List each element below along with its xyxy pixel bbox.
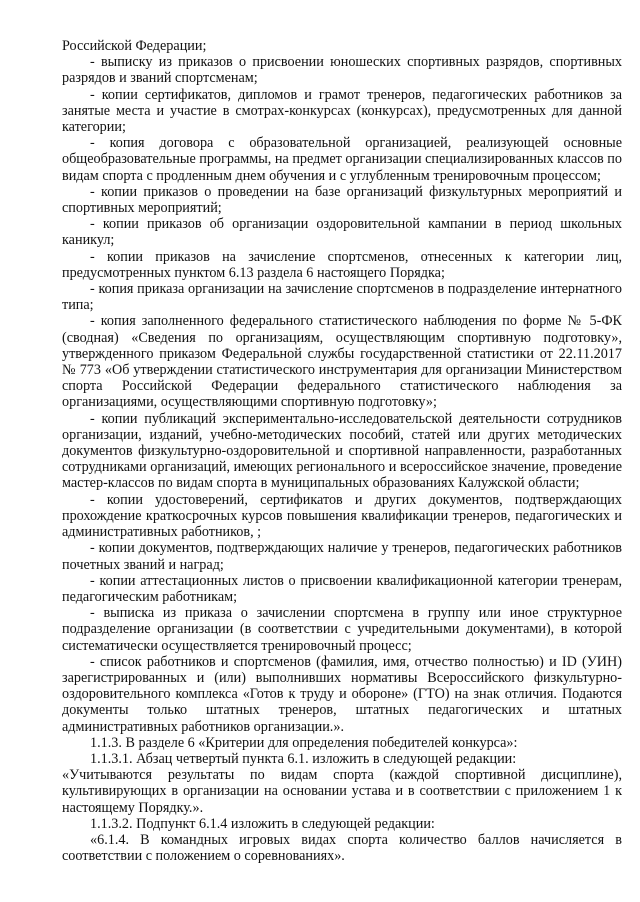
list-item-events-orders: - копии приказов о проведении на базе организаций физкультурных мероприятий и спортивных мероприятий; [62,183,622,217]
list-item-statistics-form: - копия заполненного федерального статистического наблюдения по форме № 5-ФК (сводная) «Сведения по организациям, осуществляющим спортивную подготовку», утвержденного приказом Федеральной службы государственной статистики от 22.11.2017 № 773 «Об утверждении статистического инструментария для организации Министерством спорта Российской Федерации федерального статистического наблюдения за организациями, осуществляющими спортивную подготовку»; [62,313,622,411]
list-item-attestation: - копии аттестационных листов о присвоении квалификационной категории тренерам, педагогическим работникам; [62,572,622,605]
section-1-1-3: 1.1.3. В разделе 6 «Критерии для определения победителей конкурса»: [90,734,518,751]
list-item-boarding-enrollment: - копия приказа организации на зачисление спортсменов в подразделение интернатного типа; [62,281,622,314]
section-1-1-3-2: 1.1.3.2. Подпункт 6.1.4 изложить в следующей редакции: [90,815,435,832]
list-item-gto-list: - список работников и спортсменов (фамилия, имя, отчество полностью) и ID (УИН) зарегистрированных и (или) выполнивших нормативы Всероссийского физкультурно-оздоровительного комплекса «Готов к труду и обороне» (ГТО) на знак отличия. Подаются документы только штатных тренеров, штатных педагогических и штатных административных работников организации.». [62,653,622,735]
section-1-1-3-1: 1.1.3.1. Абзац четвертый пункта 6.1. изложить в следующей редакции: [90,750,517,767]
list-item-certificates: - копии сертификатов, дипломов и грамот тренеров, педагогических работников за занятые места и участие в смотрах-конкурсах (конкурсах), предусмотренных для данной категории; [62,86,622,136]
list-item-group-enrollment: - выписка из приказа о зачислении спортсмена в группу или иное структурное подразделение организации (в соответствии с учредительными документами), в которой систематически осуществляется тренировочный процесс; [62,605,622,654]
quoted-text-6-1-4: «6.1.4. В командных игровых видах спорта количество баллов начисляется в соответствии с положением о соревнованиях». [62,831,622,865]
list-item-education-contract: - копия договора с образовательной организацией, реализующей основные общеобразовательные программы, на предмет организации специализированных классов по видам спорта с продленным днем обучения и с углубленным тренировочным процессом; [62,135,622,184]
quoted-text-6-1: «Учитываются результаты по видам спорта (каждой спортивной дисциплине), культивирующих в организации на основании устава и в соответствии с приложением 1 к настоящему Порядку.». [62,767,622,816]
paragraph-continuation: Российской Федерации; [62,38,207,54]
list-item-training-courses: - копии удостоверений, сертификатов и других документов, подтверждающих прохождение краткосрочных курсов повышения квалификации тренеров, педагогических и административных работников, ; [62,491,622,541]
list-item-enrollment-orders: - копии приказов на зачисление спортсменов, отнесенных к категории лиц, предусмотренных пунктом 6.13 раздела 6 настоящего Порядка; [62,248,622,281]
list-item-sports-ranks: - выписку из приказов о присвоении юношеских спортивных разрядов, спортивных разрядов и званий спортсменам; [62,54,622,87]
list-item-honorary-titles: - копии документов, подтверждающих наличие у тренеров, педагогических работников почетных званий и наград; [62,540,622,573]
list-item-health-campaign: - копии приказов об организации оздоровительной кампании в период школьных каникул; [62,216,622,249]
list-item-publications: - копии публикаций экспериментально-исследовательской деятельности сотрудников организации, изданий, учебно-методических пособий, статей или других методических документов физкультурно-оздоровительной и спортивной направленности, разработанных сотрудниками организаций, имеющих регионального и всероссийское значение, проведение мастер-классов по видам спорта в муниципальных образованиях Калужской области; [62,410,622,492]
